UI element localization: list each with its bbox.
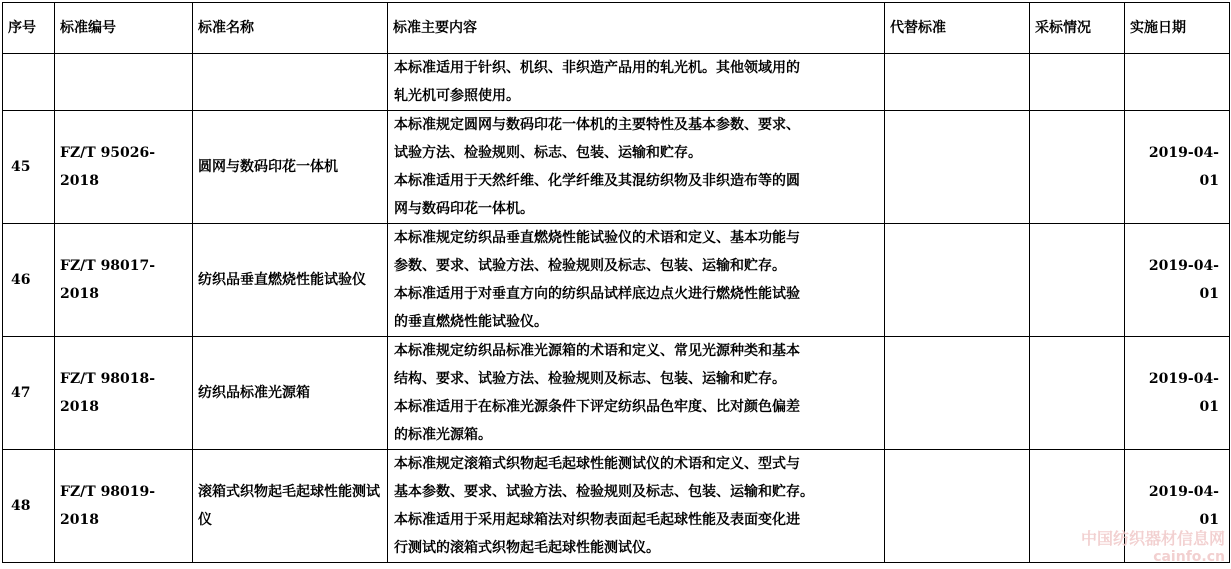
header-replace: 代替标准 xyxy=(885,3,1030,54)
content-line: 行测试的滚箱式织物起毛起球性能测试仪。 xyxy=(394,540,660,556)
standard-name: 纺织品标准光源箱 xyxy=(198,385,310,401)
content-line: 本标准规定圆网与数码印花一体机的主要特性及基本参数、要求、 xyxy=(394,117,800,133)
table-row xyxy=(3,224,1230,337)
cell-seq: 47 xyxy=(3,337,55,450)
header-content: 标准主要内容 xyxy=(388,3,885,54)
cell-content xyxy=(388,450,885,563)
content-line: 本标准规定滚箱式织物起毛起球性能测试仪的术语和定义、型式与 xyxy=(394,456,800,472)
cell-name xyxy=(193,54,388,111)
watermark-text-en: cainfo.cn xyxy=(1153,549,1225,565)
content-line: 试验方法、检验规则、标志、包装、运输和贮存。 xyxy=(394,145,702,161)
cell-replace xyxy=(885,54,1030,111)
table-row xyxy=(3,111,1230,224)
table-header-row xyxy=(3,3,1230,54)
cell-code xyxy=(55,54,193,111)
content-line: 本标准适用于针织、机织、非织造产品用的轧光机。其他领域用的 xyxy=(394,60,800,76)
content-line: 结构、要求、试验方法、检验规则及标志、包装、运输和贮存。 xyxy=(394,371,786,387)
content-line: 本标准适用于天然纤维、化学纤维及其混纺织物及非织造布等的圆 xyxy=(394,173,800,189)
content-line: 本标准规定纺织品垂直燃烧性能试验仪的术语和定义、基本功能与 xyxy=(394,230,800,246)
cell-replace xyxy=(885,450,1030,563)
cell-seq: 48 xyxy=(3,450,55,563)
cell-date: 2019-04-01 xyxy=(1125,450,1230,563)
header-seq: 序号 xyxy=(3,3,55,54)
cell-adopt xyxy=(1030,337,1125,450)
header-date: 实施日期 xyxy=(1125,3,1230,54)
cell-code: FZ/T 98018-2018 xyxy=(55,337,193,450)
standard-name: 圆网与数码印花一体机 xyxy=(198,159,338,175)
table-row xyxy=(3,450,1230,563)
header-code: 标准编号 xyxy=(55,3,193,54)
cell-content xyxy=(388,224,885,337)
content-line: 的垂直燃烧性能试验仪。 xyxy=(394,314,548,330)
cell-content xyxy=(388,337,885,450)
cell-code: FZ/T 98017-2018 xyxy=(55,224,193,337)
standard-name: 滚箱式织物起毛起球性能测试仪 xyxy=(198,484,380,528)
cell-name xyxy=(193,111,388,224)
content-line: 本标准适用于在标准光源条件下评定纺织品色牢度、比对颜色偏差 xyxy=(394,399,800,415)
table-row xyxy=(3,54,1230,111)
cell-replace xyxy=(885,111,1030,224)
cell-code: FZ/T 98019-2018 xyxy=(55,450,193,563)
header-name: 标准名称 xyxy=(193,3,388,54)
cell-adopt xyxy=(1030,450,1125,563)
content-line: 基本参数、要求、试验方法、检验规则及标志、包装、运输和贮存。 xyxy=(394,484,814,500)
content-line: 本标准适用于对垂直方向的纺织品试样底边点火进行燃烧性能试验 xyxy=(394,286,800,302)
cell-adopt xyxy=(1030,111,1125,224)
header-adopt: 采标情况 xyxy=(1030,3,1125,54)
cell-content xyxy=(388,54,885,111)
cell-name xyxy=(193,337,388,450)
cell-name xyxy=(193,224,388,337)
content-line: 轧光机可参照使用。 xyxy=(394,88,520,104)
cell-adopt xyxy=(1030,224,1125,337)
content-line: 参数、要求、试验方法、检验规则及标志、包装、运输和贮存。 xyxy=(394,258,786,274)
cell-seq: 45 xyxy=(3,111,55,224)
cell-date: 2019-04-01 xyxy=(1125,337,1230,450)
cell-content xyxy=(388,111,885,224)
standard-name: 纺织品垂直燃烧性能试验仪 xyxy=(198,272,366,288)
cell-name xyxy=(193,450,388,563)
cell-seq xyxy=(3,54,55,111)
cell-seq: 46 xyxy=(3,224,55,337)
content-line: 的标准光源箱。 xyxy=(394,427,492,443)
content-line: 本标准规定纺织品标准光源箱的术语和定义、常见光源种类和基本 xyxy=(394,343,800,359)
standards-table xyxy=(2,2,1230,563)
table-row xyxy=(3,337,1230,450)
cell-replace xyxy=(885,224,1030,337)
cell-replace xyxy=(885,337,1030,450)
watermark-text-cn: 中国纺织器材信息网 xyxy=(1080,529,1225,548)
cell-date xyxy=(1125,54,1230,111)
content-line: 本标准适用于采用起球箱法对织物表面起毛起球性能及表面变化进 xyxy=(394,512,800,528)
cell-adopt xyxy=(1030,54,1125,111)
cell-code: FZ/T 95026-2018 xyxy=(55,111,193,224)
content-line: 网与数码印花一体机。 xyxy=(394,201,534,217)
cell-date: 2019-04-01 xyxy=(1125,111,1230,224)
cell-date: 2019-04-01 xyxy=(1125,224,1230,337)
